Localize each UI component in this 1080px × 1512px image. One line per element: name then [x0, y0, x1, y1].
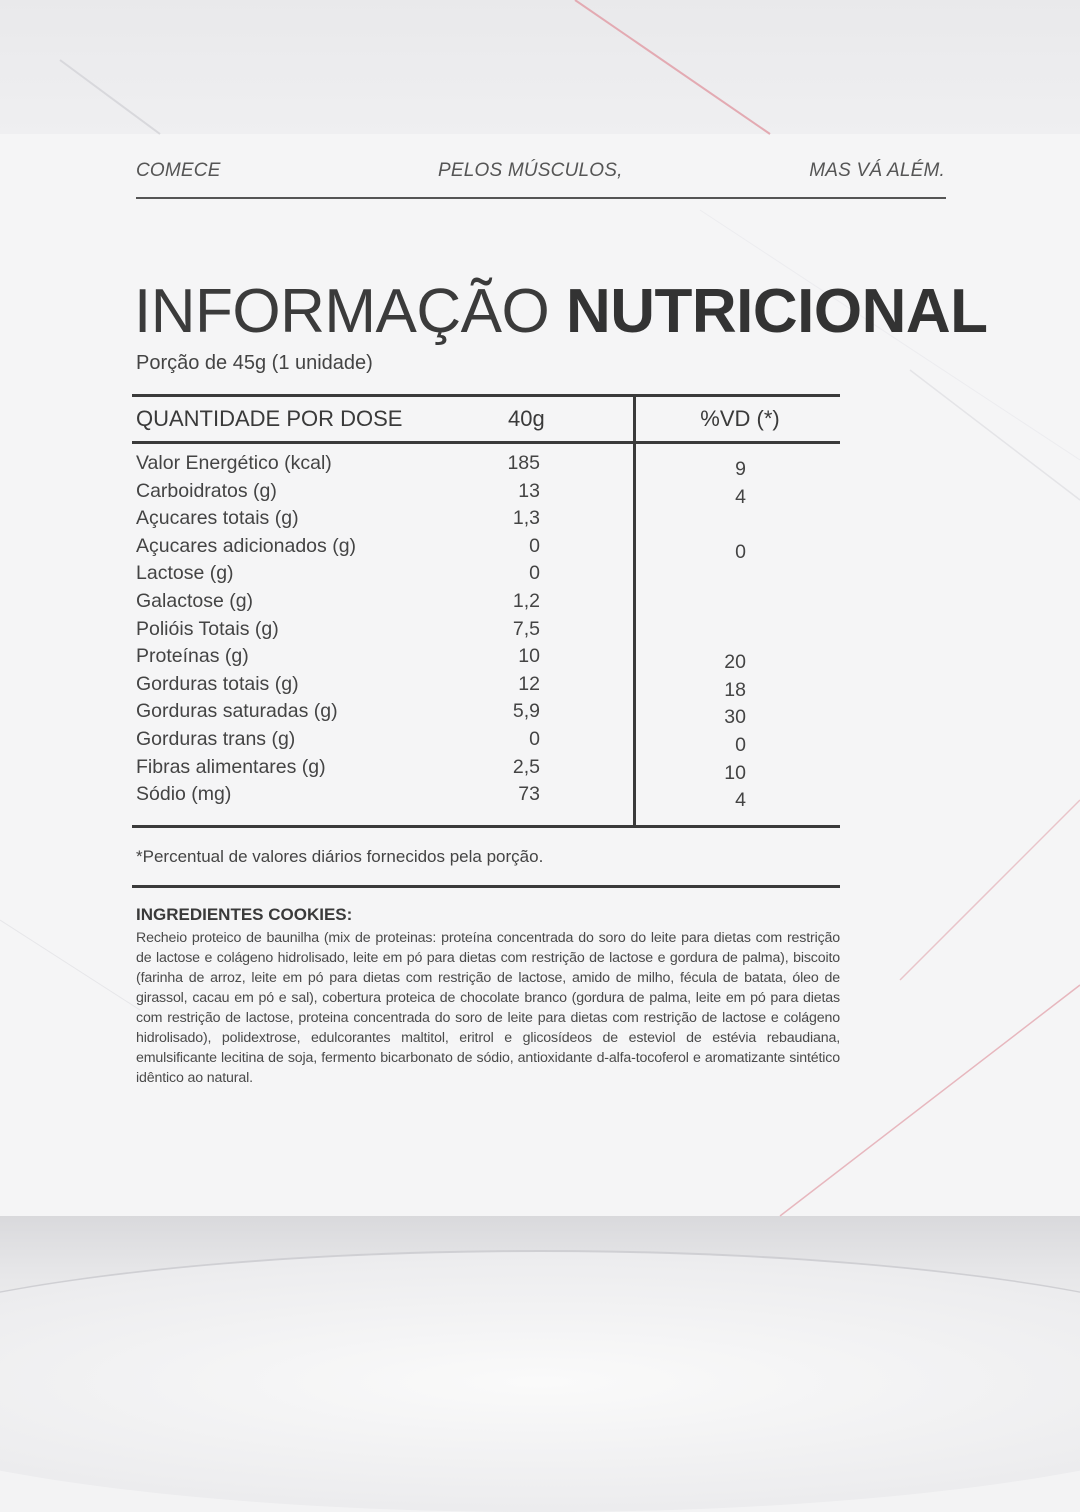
table-row — [0, 535, 1080, 563]
faint-diagonal-3 — [0, 920, 140, 1010]
nutrient-vd: 30 — [724, 706, 746, 729]
nutrient-name: Proteínas (g) — [136, 645, 249, 668]
ingredients-title: INGREDIENTES COOKIES: — [136, 905, 353, 924]
table-row — [0, 590, 1080, 618]
table-row — [0, 480, 1080, 508]
nutrient-name: Açucares totais (g) — [136, 507, 299, 530]
nutrient-vd: 4 — [735, 485, 746, 508]
nutrient-amount: 5,9 — [512, 700, 540, 723]
nutrient-amount: 7,5 — [512, 617, 540, 640]
nutrient-name: Fibras alimentares (g) — [136, 755, 326, 778]
header-vd: %VD (*) — [700, 406, 780, 431]
nutrient-name: Valor Energético (kcal) — [136, 452, 332, 474]
nutrient-amount: 12 — [518, 672, 540, 695]
nutrient-amount: 185 — [507, 452, 540, 474]
nutrient-vd: 10 — [724, 761, 746, 784]
tagline-divider — [136, 197, 946, 199]
table-row — [0, 700, 1080, 728]
nutrient-vd: 4 — [735, 789, 746, 812]
tagline-part-1: COMECE — [136, 160, 221, 181]
header-dose: 40g — [508, 406, 545, 431]
nutrient-amount: 0 — [529, 562, 540, 585]
table-row — [0, 562, 1080, 590]
title-bold: NUTRICIONAL — [565, 277, 988, 346]
nutrient-name: Carboidratos (g) — [136, 479, 277, 502]
accent-line-top-faint — [60, 60, 160, 134]
nutrient-name: Galactose (g) — [136, 589, 254, 612]
nutrient-vd: 20 — [724, 651, 746, 674]
nutrient-vd: 9 — [735, 458, 746, 480]
tagline-part-3: MAS VÁ ALÉM. — [809, 160, 945, 181]
table-top-rule — [132, 394, 840, 397]
ingredients-rule — [132, 885, 840, 888]
nutrient-name: Lactose (g) — [136, 562, 234, 585]
table-row — [0, 756, 1080, 784]
nutrition-table-body — [0, 452, 1080, 811]
table-row — [0, 645, 1080, 673]
nutrient-name: Polióis Totais (g) — [136, 617, 279, 640]
nutrient-amount: 2,5 — [512, 755, 540, 778]
nutrient-amount: 1,3 — [512, 507, 540, 530]
nutrient-vd: 18 — [724, 678, 746, 701]
ingredients-text: Recheio proteico de baunilha (mix de proteinas: proteína concentrada do soro do leite para dietas com restrição de lactose e colágeno hidrolisado, leite em pó para dietas com restrição de lactose e gordura de palma), biscoito (farinha de arroz, leite em pó para dietas com restrição de lactose, amido de milho, fécula de batata, óleo de girassol, cacau em pó e sal), cobertura proteica de chocolate branco (gordura de palma, leite em pó para dietas com restrição de lactose, proteina concentrada do soro de leite para dietas com restrição de lactose e colágeno hidrolisado), polidextrose, edulcorantes maltitol, eritrol e glicosídeos de esteviol de estévia rebaudiana, emulsificante lecitina de soja, fermento bicarbonato de sódio, antioxidante d-alfa-tocoferol e aromatizante sintético idêntico ao natural. — [136, 930, 840, 1086]
nutrient-name: Gorduras totais (g) — [136, 672, 299, 695]
nutrient-amount: 1,2 — [512, 589, 540, 612]
nutrient-amount: 0 — [529, 727, 540, 750]
page-title — [134, 276, 988, 347]
table-row — [0, 618, 1080, 646]
table-row — [0, 452, 1080, 480]
title-light: INFORMAÇÃO — [134, 277, 550, 346]
table-bottom-rule — [132, 825, 840, 828]
table-row — [0, 783, 1080, 811]
accent-line-right — [900, 800, 1080, 980]
nutrient-vd: 0 — [735, 540, 746, 563]
table-row — [0, 728, 1080, 756]
table-row — [0, 673, 1080, 701]
portion-size: Porção de 45g (1 unidade) — [136, 352, 373, 374]
vd-footnote: *Percentual de valores diários fornecidos pela porção. — [136, 847, 544, 866]
nutrient-amount: 73 — [518, 783, 540, 806]
tagline-part-2: PELOS MÚSCULOS, — [438, 160, 623, 181]
table-row — [0, 507, 1080, 535]
nutrient-vd: 0 — [735, 733, 746, 756]
nutrient-amount: 0 — [529, 534, 540, 557]
nutrient-amount: 10 — [518, 645, 540, 668]
table-header-rule — [132, 441, 840, 444]
nutrient-name: Sódio (mg) — [136, 783, 232, 806]
accent-line-top — [575, 0, 770, 134]
nutrient-amount: 13 — [518, 479, 540, 502]
nutrient-name: Gorduras saturadas (g) — [136, 700, 338, 723]
nutrient-name: Açucares adicionados (g) — [136, 534, 357, 557]
nutrient-name: Gorduras trans (g) — [136, 727, 296, 750]
header-quantity: QUANTIDADE POR DOSE — [136, 406, 403, 431]
